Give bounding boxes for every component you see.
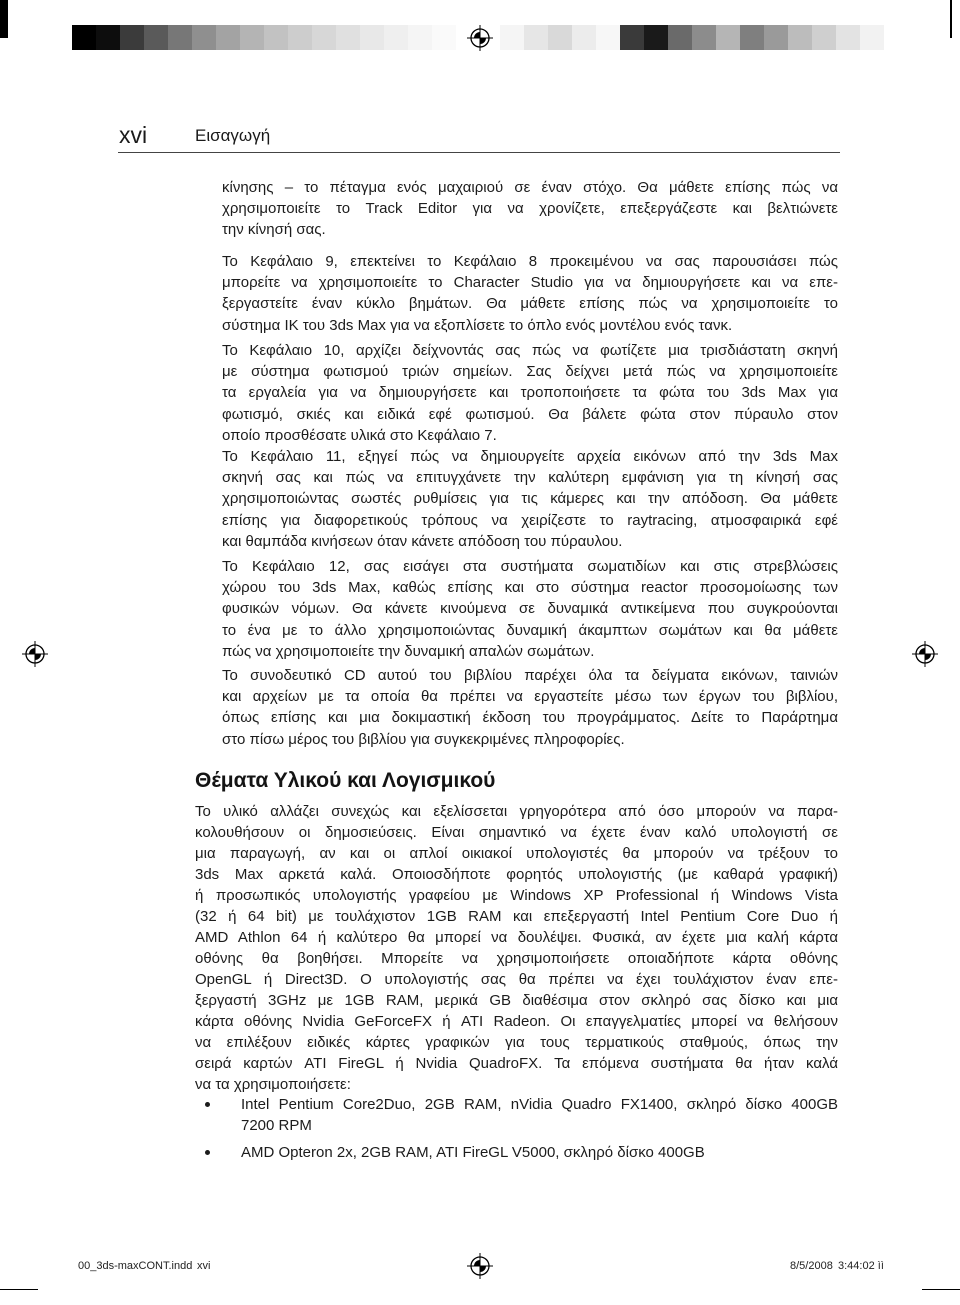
- text-line: τα εργαλεία για να δημιουργήσετε και τροποποιήσετε τα φώτα του 3ds Max για: [222, 384, 838, 402]
- crop-mark: [950, 0, 952, 38]
- text-line: και θαμπάδα κινήσεων όταν κάνετε απόδοση του πύραυλου.: [222, 532, 623, 550]
- registration-mark-icon: [467, 25, 493, 51]
- calibration-swatch: [216, 25, 240, 50]
- text-line: χώρου του 3ds Max, καθώς επίσης και στο σύστημα reactor προσομοίωσης των: [222, 579, 838, 597]
- text-line: Το Κεφάλαιο 12, σας εισάγει στα συστήματα σωματιδίων και στις στρεβλώσεις: [222, 558, 838, 575]
- calibration-swatch: [144, 25, 168, 50]
- calibration-swatch: [312, 25, 336, 50]
- calibration-swatch: [788, 25, 812, 50]
- calibration-swatch: [288, 25, 312, 50]
- calibration-swatch: [432, 25, 456, 50]
- text-line: επίσης για διαφορετικούς τρόπους να χειρίζεστε το raytracing, ατμοσφαιρικά εφέ: [222, 511, 838, 529]
- bullet-icon: [205, 1102, 210, 1107]
- text-line: το ένα με το άλλο χρησιμοποιώντας δυναμική άκαμπτων σωμάτων και θα μάθετε: [222, 621, 838, 639]
- calibration-swatch: [524, 25, 548, 50]
- text-line: Το Κεφάλαιο 9, επεκτείνει το Κεφάλαιο 8 προκειμένου να σας παρουσιάσει πώς: [222, 253, 838, 270]
- text-line: AMD Athlon 64 ή καλύτερο θα μπορεί να δουλέψει. Φυσικά, αν έχετε μια καλή κάρτα: [195, 929, 838, 946]
- running-header-title: Εισαγωγή: [195, 126, 271, 145]
- chapter-paragraph: [222, 177, 838, 241]
- text-line: Το υλικό αλλάζει συνεχώς και εξελίσσεται γρηγορότερα από όσο μπορούν να παρα-: [195, 803, 838, 820]
- calibration-swatch: [360, 25, 384, 50]
- crop-mark: [922, 1289, 960, 1290]
- text-line: 7200 RPM: [241, 1117, 312, 1134]
- list-item-text: [241, 1094, 838, 1136]
- calibration-swatch: [812, 25, 836, 50]
- text-line: Intel Pentium Core2Duo, 2GB RAM, nVidia Quadro FX1400, σκληρό δίσκο 400GB: [241, 1096, 838, 1113]
- header-rule: [118, 152, 840, 153]
- calibration-swatch: [96, 25, 120, 50]
- text-line: οποίο προσθέσατε υλικά στο Κεφάλαιο 7.: [222, 426, 497, 444]
- crop-mark: [0, 1289, 38, 1290]
- calibration-swatch: [264, 25, 288, 50]
- calibration-swatch: [192, 25, 216, 50]
- text-line: σειρά καρτών ATI FireGL ή Nvidia QuadroFX. Τα επόμενα συστήματα θα ήταν καλά: [195, 1055, 838, 1072]
- text-line: 3ds Max αρκετά καλά. Οποιοσδήποτε φορητός υπολογιστής (με καθαρά γραφική): [195, 866, 838, 883]
- calibration-swatch: [860, 25, 884, 50]
- text-line: στο πίσω μέρος του βιβλίου για συγκεκριμένες πληροφορίες.: [222, 730, 625, 748]
- text-line: και αρχείων με τα οποία θα πρέπει να εργαστείτε μέσω των έργων του βιβλίου,: [222, 688, 838, 706]
- text-line: όπως επίσης και μια δοκιμαστική έκδοση του προγράμματος. Δείτε το Παράρτημα: [222, 709, 838, 727]
- text-line: Το Κεφάλαιο 10, αρχίζει δείχνοντάς σας πώς να φωτίζετε μια τρισδιάστατη σκηνή: [222, 342, 838, 359]
- calibration-swatch: [740, 25, 764, 50]
- text-line: κάρτα οθόνης Nvidia GeForceFX ή ATI Radeon. Οι επαγγελματίες μπορεί να θελήσουν: [195, 1013, 838, 1030]
- calibration-swatch: [572, 25, 596, 50]
- slug-time: 3:44:02 ìì: [838, 1260, 884, 1272]
- bullet-icon: [205, 1150, 210, 1155]
- text-line: οθόνης θα βοηθήσει. Μπορείτε να χρησιμοποιήσετε οποιαδήποτε κάρτα οθόνης: [195, 950, 838, 967]
- crop-mark: [0, 0, 8, 38]
- text-line: ξεργαστείτε έναν κύκλο βημάτων. Θα μάθετε επίσης πώς να χρησιμοποιείτε το: [222, 295, 838, 313]
- hardware-paragraph: [195, 801, 838, 1095]
- chapter-paragraph: [222, 665, 838, 750]
- text-line: κολουθήσουν οι δημοσιεύσεις. Είναι σημαντικό να έχετε έναν καλό υπολογιστή σε: [195, 824, 838, 841]
- calibration-swatch: [240, 25, 264, 50]
- calibration-swatch: [168, 25, 192, 50]
- list-item: [205, 1094, 838, 1136]
- calibration-swatch: [408, 25, 432, 50]
- text-line: με σύστημα φωτισμού τριών σημείων. Σας δείχνει μετά πώς να χρησιμοποιείτε: [222, 363, 838, 381]
- chapter-paragraph: [222, 251, 838, 336]
- text-line: χρησιμοποιείτε το Track Editor για να χρονίζετε, επεξεργάζεστε και βελτιώνετε: [222, 200, 838, 218]
- calibration-swatch: [336, 25, 360, 50]
- text-line: σύστημα IK του 3ds Max για να εξοπλίσετε το όπλο ενός μοντέλου ενός τανκ.: [222, 316, 733, 334]
- text-line: να επιλέξουν ειδικές κάρτες γραφικών για τους τερματικούς σταθμούς, όπως την: [195, 1034, 838, 1051]
- slug-page: xvi: [197, 1260, 211, 1272]
- text-line: ή προσωπικός υπολογιστής γραφείου με Windows XP Professional ή Windows Vista: [195, 887, 838, 904]
- calibration-swatch: [692, 25, 716, 50]
- text-line: να τα χρησιμοποιήσετε:: [195, 1076, 351, 1093]
- chapter-paragraph: [222, 340, 838, 446]
- calibration-swatch: [620, 25, 644, 50]
- section-heading: Θέματα Υλικού και Λογισμικού: [195, 769, 496, 792]
- text-line: πώς να χρησιμοποιείτε την δυναμική απαλών σωμάτων.: [222, 642, 595, 660]
- text-line: κίνησης – το πέταγμα ενός μαχαιριού σε έναν στόχο. Θα μάθετε επίσης πώς να: [222, 179, 838, 196]
- text-line: την κίνησή σας.: [222, 221, 326, 239]
- chapter-paragraph: [222, 446, 838, 552]
- text-line: AMD Opteron 2x, 2GB RAM, ATI FireGL V5000, σκληρό δίσκο 400GB: [241, 1144, 705, 1161]
- registration-mark-icon: [22, 641, 48, 667]
- text-line: ξεργαστή 3GHz με 1GB RAM, μερικά GB διαθέσιμα στον σκληρό σας δίσκο και μια: [195, 992, 838, 1009]
- text-line: (32 ή 64 bit) με τουλάχιστον 1GB RAM και επεξεργαστή Intel Pentium Core Duo ή: [195, 908, 838, 925]
- calibration-swatch: [596, 25, 620, 50]
- calibration-swatch: [548, 25, 572, 50]
- slug-file-name: 00_3ds-maxCONT.indd: [78, 1260, 193, 1272]
- calibration-swatch: [72, 25, 96, 50]
- text-line: OpenGL ή Direct3D. Ο υπολογιστής σας θα πρέπει να έχει τουλάχιστον έναν επε-: [195, 971, 838, 988]
- text-line: φωτισμό, σκιές και ειδικά εφέ φωτισμού. Θα βάλετε φώτα στον πύραυλο στον: [222, 405, 838, 423]
- registration-mark-icon: [912, 641, 938, 667]
- grayscale-calibration-strip: [72, 25, 456, 50]
- slug-date: 8/5/2008: [790, 1260, 833, 1272]
- calibration-swatch: [764, 25, 788, 50]
- list-item: [205, 1142, 838, 1184]
- list-item-text: [241, 1142, 838, 1163]
- registration-mark-icon: [467, 1253, 493, 1279]
- text-line: χρησιμοποιώντας σωστές ρυθμίσεις για τις κάμερες και την απόδοση. Θα μάθετε: [222, 490, 838, 508]
- calibration-swatch: [716, 25, 740, 50]
- text-line: Το Κεφάλαιο 11, εξηγεί πώς να δημιουργείτε αρχεία εικόνων από την 3ds Max: [222, 448, 838, 465]
- calibration-swatch: [500, 25, 524, 50]
- calibration-swatch: [644, 25, 668, 50]
- page-number: xvi: [119, 122, 148, 148]
- text-line: μια παραγωγή, αν και οι απλοί οικιακοί υπολογιστές θα μπορούν να τρέξουν το: [195, 845, 838, 862]
- calibration-swatch: [384, 25, 408, 50]
- text-line: σκηνή σας και πώς να επιτυγχάνετε την καλύτερη εμφάνιση για τη κίνησή σας: [222, 469, 838, 487]
- calibration-swatch: [668, 25, 692, 50]
- text-line: μπορείτε να χρησιμοποιείτε το Character Studio για να δημιουργήσετε και να επε-: [222, 274, 838, 292]
- calibration-swatch: [120, 25, 144, 50]
- text-line: Το συνοδευτικό CD αυτού του βιβλίου παρέχει όλα τα δείγματα εικόνων, ταινιών: [222, 667, 838, 684]
- calibration-swatch: [836, 25, 860, 50]
- text-line: φυσικών νόμων. Θα κάνετε κινούμενα σε δυναμικά αντικείμενα που συγκρούονται: [222, 600, 838, 618]
- color-calibration-strip: [500, 25, 884, 50]
- chapter-paragraph: [222, 556, 838, 662]
